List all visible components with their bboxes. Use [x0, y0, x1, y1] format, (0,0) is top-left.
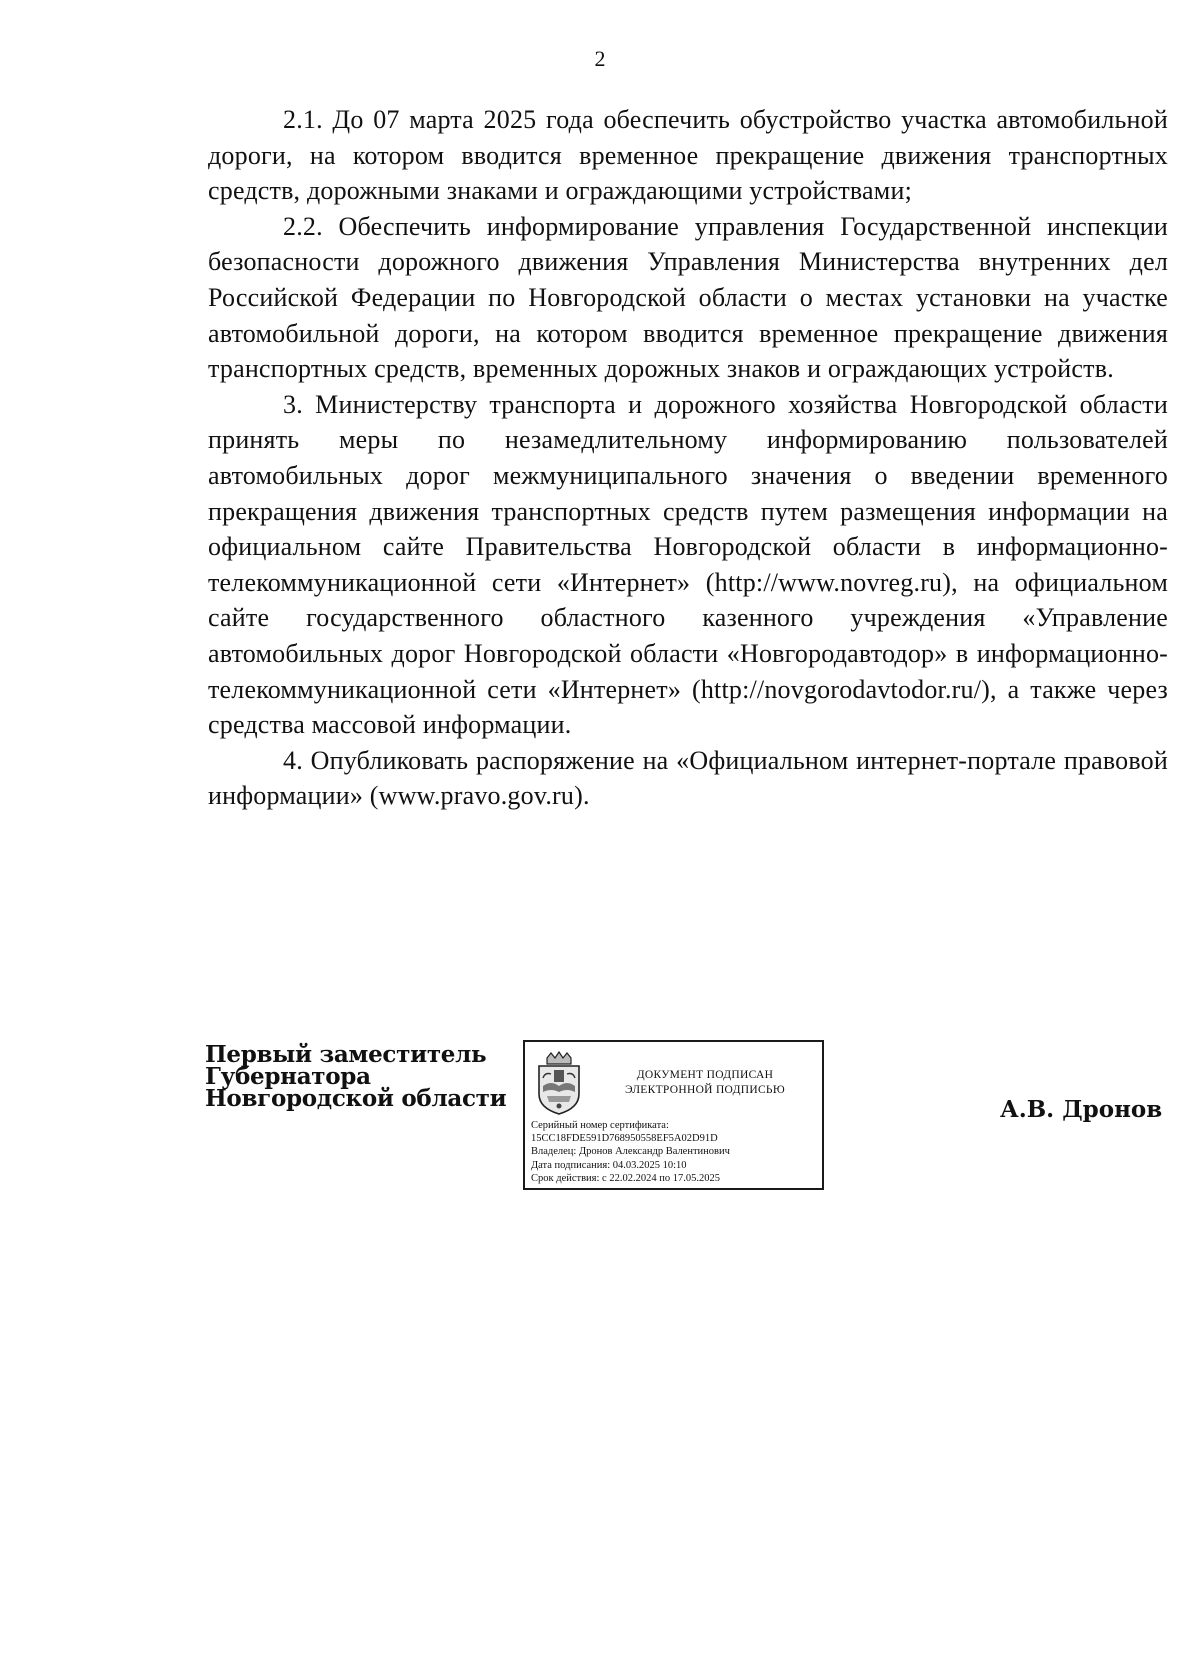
paragraph-4: 4. Опубликовать распоряжение на «Официальном интернет-портале правовой информации» (www.pravo.gov.ru).	[208, 745, 1168, 811]
stamp-heading	[595, 1068, 815, 1098]
stamp-heading-line: ДОКУМЕНТ ПОДПИСАН	[636, 1069, 774, 1081]
novgorod-coat-of-arms-icon	[533, 1050, 585, 1116]
stamp-details	[531, 1119, 730, 1185]
signing-date: Дата подписания: 04.03.2025 10:10	[531, 1159, 687, 1171]
paragraph-2-1: 2.1. До 07 марта 2025 года обеспечить обустройство участка автомобильной дороги, на котором вводится временное прекращение движения транспортных средств, дорожными знаками и ограждающими устройствами;	[208, 105, 1168, 206]
signature-block	[0, 1040, 1200, 1190]
signer-position-line: Новгородской области	[205, 1085, 507, 1112]
certificate-serial-value: 15CC18FDE591D768950558EF5A02D91D	[531, 1133, 718, 1145]
paragraph-2-2: 2.2. Обеспечить информирование управления Государственной инспекции безопасности дорожного движения Управления Министерства внутренних дел Российской Федерации по Новгородской области о местах установки на участке автомобильной дороги, на котором вводится временное прекращение движения транспортных средств, временных дорожных знаков и ограждающих устройств.	[208, 211, 1168, 384]
signer-position	[205, 1041, 507, 1112]
signer-name: А.В. Дронов	[1000, 1096, 1163, 1123]
certificate-serial-label: Серийный номер сертификата:	[531, 1120, 669, 1131]
certificate-validity: Срок действия: с 22.02.2024 по 17.05.2025	[531, 1172, 720, 1184]
page-number: 2	[594, 46, 606, 71]
electronic-signature-stamp	[523, 1040, 824, 1190]
certificate-owner: Владелец: Дронов Александр Валентинович	[531, 1146, 730, 1158]
stamp-heading-line: ЭЛЕКТРОННОЙ ПОДПИСЬЮ	[625, 1084, 785, 1096]
signer-position-line: Первый заместитель	[205, 1041, 487, 1068]
document-body	[208, 102, 1168, 814]
signer-position-line: Губернатора	[205, 1063, 371, 1090]
paragraph-3: 3. Министерству транспорта и дорожного хозяйства Новгородской области принять меры по незамедлительному информированию пользователей автомобильных дорог межмуниципального значения о введении временного прекращения движения транспортных средств путем размещения информации на официальном сайте Правительства Новгородской области в информационно-телекоммуникационной сети «Интернет» (http://www.novreg.ru), на официальном сайте государственного областного казенного учреждения «Управление автомобильных дорог Новгородской области «Новгородавтодор» в информационно-телекоммуникационной сети «Интернет» (http://novgorodavtodor.ru/), а также через средства массовой информации.	[208, 389, 1168, 740]
